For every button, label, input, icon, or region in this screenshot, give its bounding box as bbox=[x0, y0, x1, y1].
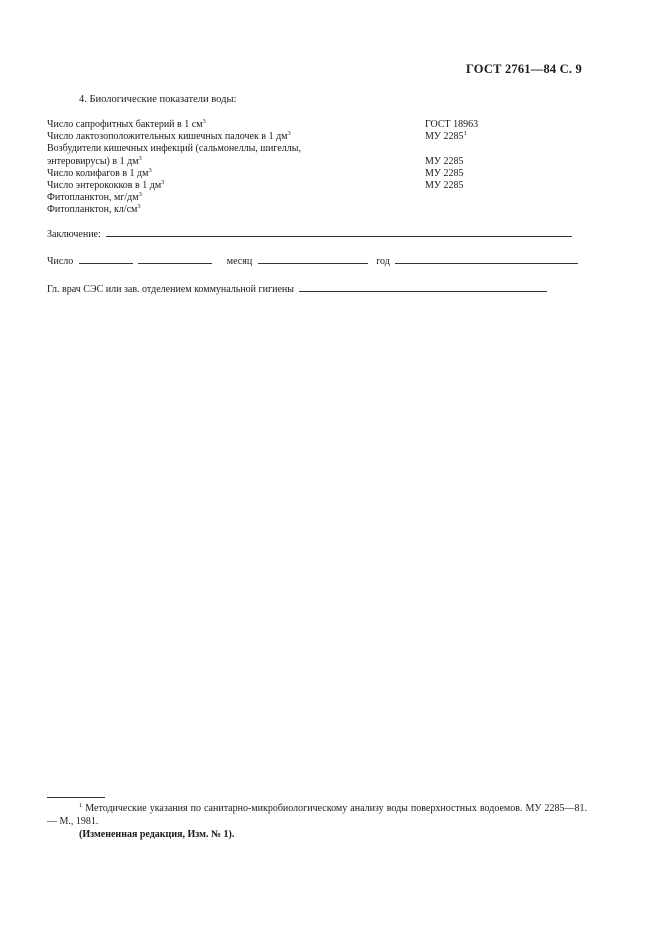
day-label: Число bbox=[47, 256, 74, 267]
month-label: месяц bbox=[226, 256, 253, 267]
indicator-method: МУ 2285 bbox=[425, 155, 464, 167]
month-field[interactable] bbox=[258, 254, 368, 264]
indicator-row bbox=[47, 156, 587, 168]
footnote-block bbox=[47, 802, 587, 841]
indicator-name: Фитопланктон, $кл/см^3$ bbox=[47, 203, 141, 216]
conclusion-label: Заключение: bbox=[47, 229, 101, 240]
indicator-name: Возбудители кишечных инфекций (сальмонеллы, шигеллы, bbox=[47, 143, 301, 155]
indicator-row bbox=[47, 204, 587, 216]
day-field[interactable] bbox=[79, 254, 133, 264]
indicator-name: Число сапрофитных бактерий в 1 $см^3$ bbox=[47, 118, 206, 130]
year-field[interactable] bbox=[395, 254, 578, 264]
year-label: год bbox=[376, 256, 390, 267]
indicator-name: Число энтерококков в 1 $дм^3$ bbox=[47, 178, 165, 191]
indicator-method: ГОСТ 18963 bbox=[425, 119, 479, 130]
footnote-text: $^1$ Методические указания по санитарно-микробиологическому анализу воды поверхностных водоемов. МУ 2285—81. — М., 1981. bbox=[47, 802, 587, 827]
indicator-method: МУ 2285 bbox=[425, 167, 464, 179]
date-line bbox=[47, 254, 578, 267]
indicator-table bbox=[47, 119, 587, 217]
indicator-method: МУ 2285$^1$ bbox=[425, 130, 467, 143]
indicator-row bbox=[47, 192, 587, 204]
page-header: ГОСТ 2761—84 С. 9 bbox=[465, 62, 582, 76]
signature-label: Гл. врач СЭС или зав. отделением коммунальной гигиены bbox=[47, 284, 294, 295]
indicator-row bbox=[47, 131, 587, 143]
edition-note: (Измененная редакция, Изм. № 1). bbox=[79, 829, 235, 840]
conclusion-field[interactable] bbox=[106, 227, 572, 237]
footnote-divider bbox=[47, 797, 105, 798]
indicator-row bbox=[47, 180, 587, 192]
indicator-row bbox=[47, 143, 587, 155]
signature-line bbox=[47, 282, 547, 295]
indicator-row bbox=[47, 119, 587, 131]
indicator-row bbox=[47, 168, 587, 180]
indicator-name: Число лактозоположительных кишечных палочек в 1 $дм^3$ bbox=[47, 130, 291, 143]
indicator-name: Число колифагов в 1 $дм^3$ bbox=[47, 166, 152, 179]
footnote-marker: 1 bbox=[79, 802, 83, 809]
indicator-name: Фитопланктон, $мг/дм^3$ bbox=[47, 191, 142, 204]
section-title: 4. Биологические показатели воды: bbox=[79, 94, 237, 105]
day-field-extra[interactable] bbox=[138, 254, 212, 264]
conclusion-line bbox=[47, 227, 572, 240]
indicator-method: МУ 2285 bbox=[425, 179, 464, 191]
signature-field[interactable] bbox=[299, 282, 547, 292]
indicator-name: энтеровирусы) в 1 $дм^3$ bbox=[47, 154, 142, 167]
